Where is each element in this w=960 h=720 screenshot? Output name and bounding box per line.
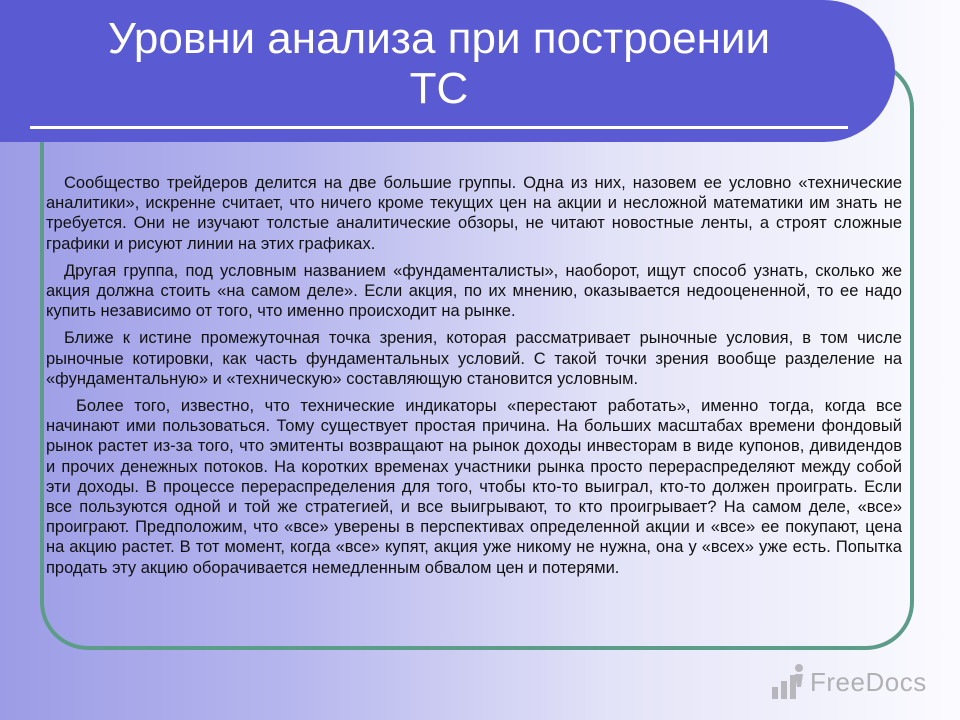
title-banner	[0, 0, 895, 142]
slide-title-line-1: Уровни анализа при построении	[107, 14, 771, 63]
title-underline	[30, 126, 848, 129]
paragraph-intermediate-view: Ближе к истине промежуточная точка зрения, которая рассматривает рыночные условия, в том числе рыночные котировки, как часть фундаментальных условий. С такой точки зрения вообще разделение на «фундаментальную» и «техническую» составляющую становится условным.	[46, 329, 902, 388]
watermark	[770, 662, 930, 702]
paragraph-technical-analysts: Сообщество трейдеров делится на две большие группы. Одна из них, назовем ее условно «технические аналитики», искренне считает, что ничего кроме текущих цен на акции и несложной математики им знать не требуется. Они не изучают толстые аналитические обзоры, не читают новостные ленты, а строят сложные графики и рисуют линии на этих графиках.	[46, 174, 902, 253]
slide-body	[46, 173, 902, 585]
slide-title	[30, 14, 848, 114]
paragraph-indicators-stop-working: Более того, известно, что технические индикаторы «перестают работать», именно тогда, когда все начинают ими пользоваться. Тому существует простая причина. На больших масштабах времени фондовый рынок растет из-за того, что эмитенты возвращают на рынок доходы инвесторам в виде купонов, дивидендов и прочих денежных потоков. На коротких временах участники рынка просто перераспределяют между собой эти доходы. В процессе перераспределения для того, чтобы кто-то выиграл, кто-то должен проиграть. Если все пользуются одной и той же стратегией, и все выигрывают, то кто проигрывает? На самом деле, «все» проиграют. Предположим, что «все» уверены в перспективах определенной акции и «все» ее покупают, цена на акцию растет. В тот момент, когда «все» купят, акция уже никому не нужна, она у «всех» уже есть. Попытка продать эту акцию оборачивается немедленным обвалом цен и потерями.	[46, 397, 902, 577]
paragraph-fundamentalists: Другая группа, под условным названием «фундаменталисты», наоборот, ищут способ узнать, сколько же акция должна стоить «на самом деле». Если акция, по их мнению, оказывается недооцененной, то ее надо купить независимо от того, что именно происходит на рынке.	[46, 261, 902, 321]
watermark-text: FreeDocs	[810, 666, 927, 697]
person-on-chart-icon	[770, 663, 806, 701]
slide-title-line-2: ТС	[409, 64, 469, 113]
